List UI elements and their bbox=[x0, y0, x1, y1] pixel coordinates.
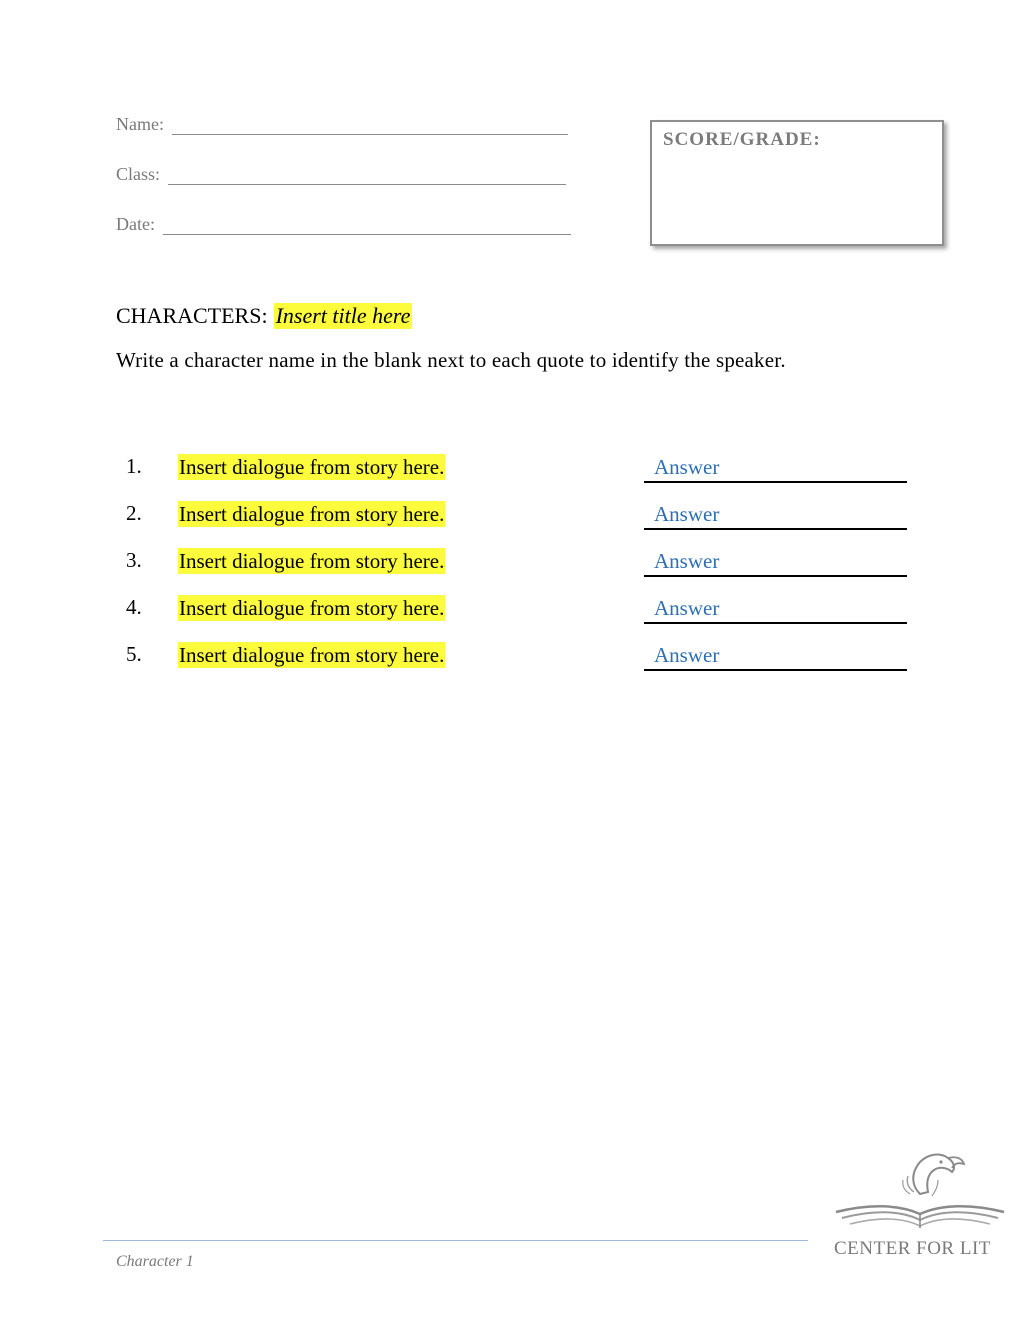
logo-text: CENTER FOR LIT bbox=[834, 1238, 991, 1259]
score-grade-box[interactable] bbox=[650, 120, 944, 246]
question-dialogue: Insert dialogue from story here. bbox=[179, 502, 445, 526]
question-number: 5. bbox=[126, 642, 142, 666]
answer-text[interactable]: Answer bbox=[654, 596, 720, 620]
question-number: 2. bbox=[126, 501, 142, 525]
question-row bbox=[0, 501, 1026, 531]
answer-blank[interactable] bbox=[644, 454, 907, 483]
date-blank[interactable] bbox=[163, 220, 571, 235]
question-number: 4. bbox=[126, 595, 142, 619]
answer-blank[interactable] bbox=[644, 501, 907, 530]
question-row bbox=[0, 454, 1026, 484]
name-blank[interactable] bbox=[172, 120, 568, 135]
question-dialogue: Insert dialogue from story here. bbox=[179, 596, 445, 620]
question-number: 3. bbox=[126, 548, 142, 572]
name-field-row bbox=[116, 114, 568, 135]
answer-blank[interactable] bbox=[644, 642, 907, 671]
question-dialogue: Insert dialogue from story here. bbox=[179, 455, 445, 479]
answer-text[interactable]: Answer bbox=[654, 455, 720, 479]
date-field-row bbox=[116, 214, 571, 235]
class-blank[interactable] bbox=[168, 170, 566, 185]
question-row bbox=[0, 595, 1026, 625]
date-label: Date: bbox=[116, 214, 155, 234]
answer-text[interactable]: Answer bbox=[654, 643, 720, 667]
question-dialogue: Insert dialogue from story here. bbox=[179, 643, 445, 667]
question-dialogue: Insert dialogue from story here. bbox=[179, 549, 445, 573]
center-for-lit-logo bbox=[828, 1146, 1010, 1266]
title-prefix: CHARACTERS: bbox=[116, 303, 268, 328]
answer-blank[interactable] bbox=[644, 595, 907, 624]
question-row bbox=[0, 642, 1026, 672]
class-field-row bbox=[116, 164, 566, 185]
name-label: Name: bbox=[116, 114, 164, 134]
footer-page-label: Character 1 bbox=[116, 1253, 194, 1270]
class-label: Class: bbox=[116, 164, 161, 184]
answer-text[interactable]: Answer bbox=[654, 549, 720, 573]
question-row bbox=[0, 548, 1026, 578]
question-number: 1. bbox=[126, 454, 142, 478]
pelican-book-icon bbox=[828, 1146, 1010, 1241]
worksheet-title bbox=[116, 303, 412, 329]
score-grade-label: SCORE/GRADE: bbox=[663, 129, 821, 150]
answer-text[interactable]: Answer bbox=[654, 502, 720, 526]
instructions: Write a character name in the blank next to each quote to identify the speaker. bbox=[116, 348, 786, 372]
footer-divider bbox=[103, 1240, 808, 1241]
title-placeholder: Insert title here bbox=[275, 303, 411, 328]
answer-blank[interactable] bbox=[644, 548, 907, 577]
